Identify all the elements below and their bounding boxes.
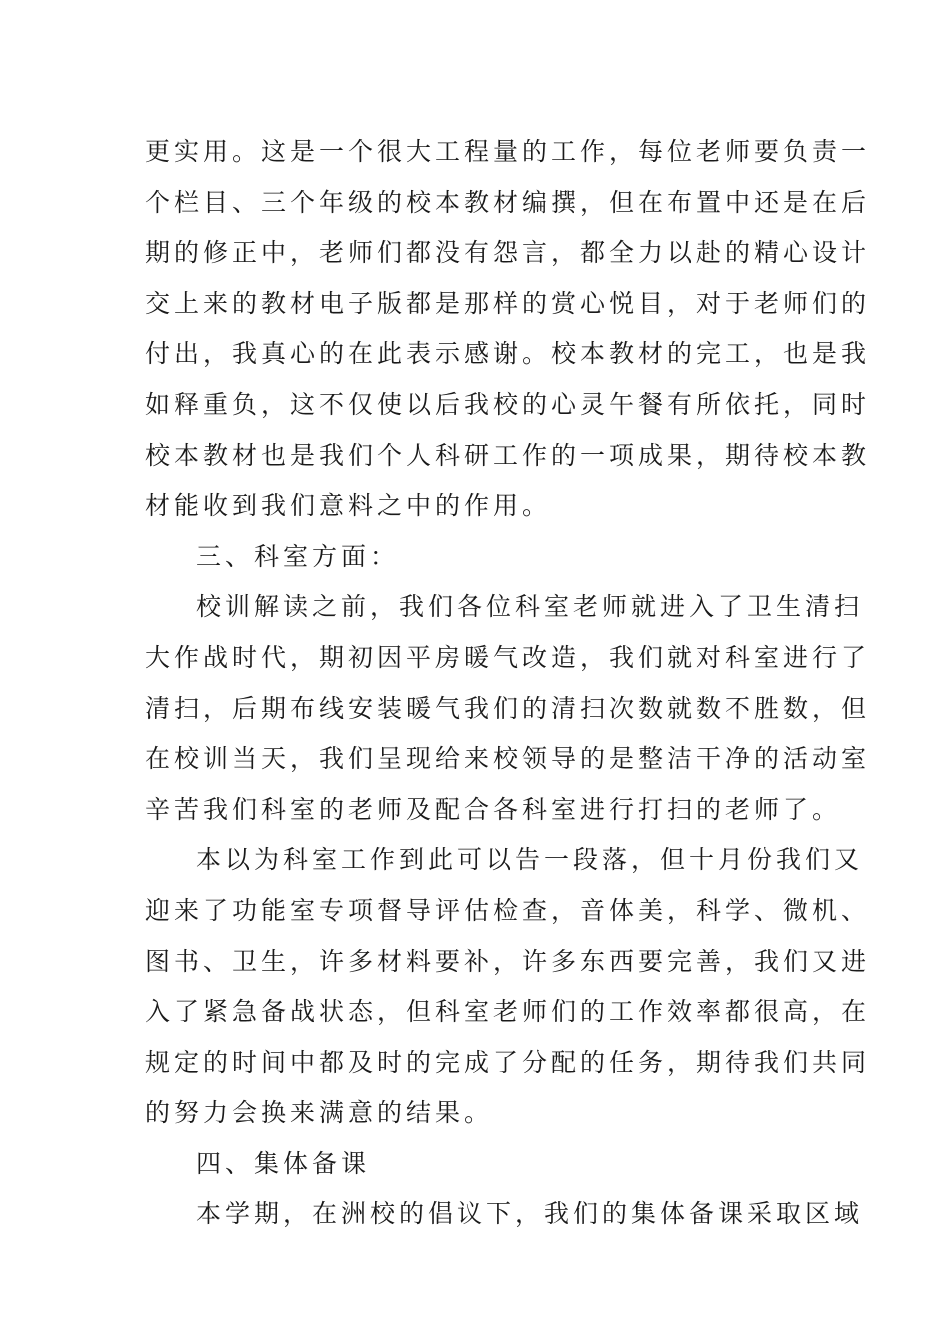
paragraph-line: 更实用。这是一个很大工程量的工作，每位老师要负责一 bbox=[145, 137, 871, 166]
paragraph-line: 付出，我真心的在此表示感谢。校本教材的完工，也是我 bbox=[145, 339, 871, 369]
section-heading: 四、集体备课 bbox=[196, 1148, 371, 1178]
paragraph-line: 校训解读之前，我们各位科室老师就进入了卫生清扫 bbox=[196, 592, 864, 622]
paragraph-line: 本以为科室工作到此可以告一段落，但十月份我们又 bbox=[196, 845, 864, 875]
paragraph-line: 交上来的教材电子版都是那样的赏心悦目，对于老师们的 bbox=[145, 288, 871, 318]
section-heading: 三、科室方面： bbox=[196, 541, 400, 571]
paragraph-line: 在校训当天，我们呈现给来校领导的是整洁干净的活动室 bbox=[145, 744, 871, 774]
paragraph-line: 清扫，后期布线安装暖气我们的清扫次数就数不胜数，但 bbox=[145, 693, 871, 723]
paragraph-line: 材能收到我们意料之中的作用。 bbox=[145, 491, 552, 521]
paragraph-line: 期的修正中，老师们都没有怨言，都全力以赴的精心设计 bbox=[145, 238, 871, 268]
paragraph-line: 迎来了功能室专项督导评估检查，音体美，科学、微机、 bbox=[145, 895, 871, 925]
paragraph-line: 大作战时代，期初因平房暖气改造，我们就对科室进行了 bbox=[145, 642, 871, 672]
paragraph-line: 本学期，在洲校的倡议下，我们的集体备课采取区域 bbox=[196, 1199, 864, 1229]
paragraph-line: 入了紧急备战状态，但科室老师们的工作效率都很高，在 bbox=[145, 997, 871, 1027]
paragraph-line: 校本教材也是我们个人科研工作的一项成果，期待校本教 bbox=[145, 440, 871, 470]
paragraph-line: 规定的时间中都及时的完成了分配的任务，期待我们共同 bbox=[145, 1047, 871, 1077]
paragraph-line: 个栏目、三个年级的校本教材编撰，但在布置中还是在后 bbox=[145, 187, 871, 217]
paragraph-line: 如释重负，这不仅使以后我校的心灵午餐有所依托，同时 bbox=[145, 389, 871, 419]
paragraph-line: 辛苦我们科室的老师及配合各科室进行打扫的老师了。 bbox=[145, 794, 842, 824]
paragraph-line: 的努力会换来满意的结果。 bbox=[145, 1098, 494, 1128]
paragraph-line: 图书、卫生，许多材料要补，许多东西要完善，我们又进 bbox=[145, 946, 871, 976]
document-body bbox=[145, 127, 871, 1240]
